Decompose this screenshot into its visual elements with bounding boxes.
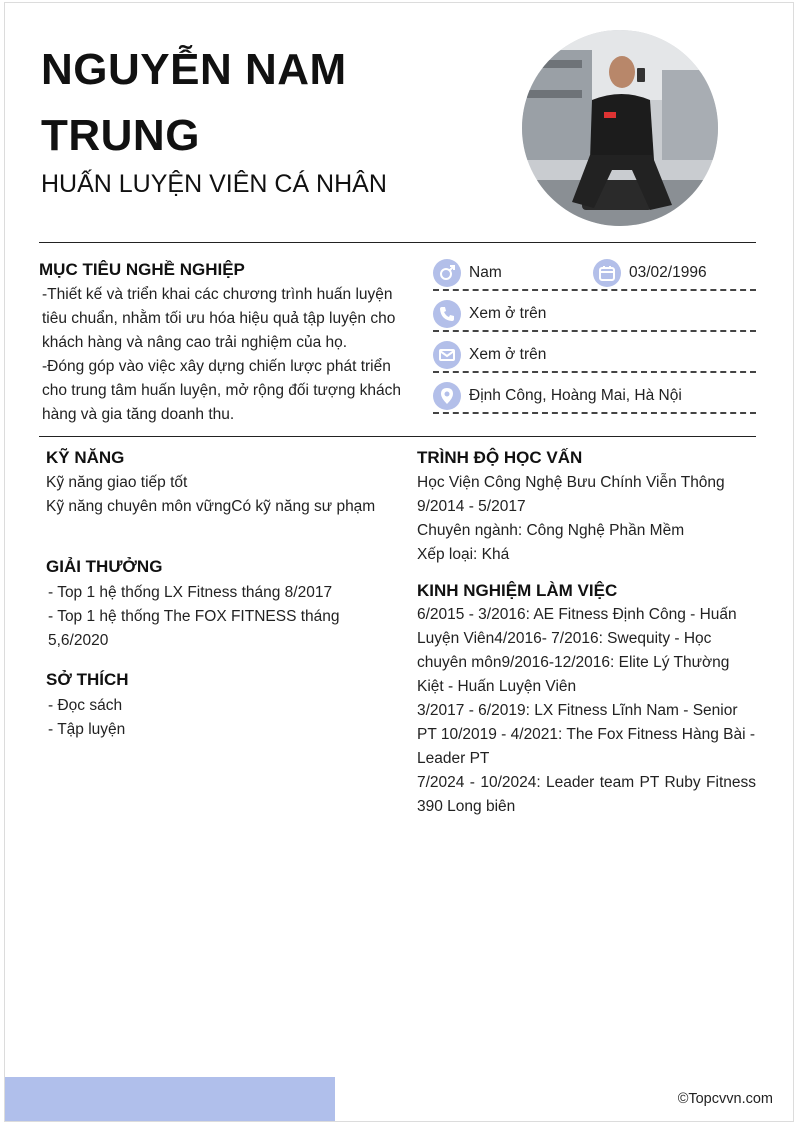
- hobbies-title: SỞ THÍCH: [46, 670, 129, 689]
- phone-item: [433, 296, 546, 332]
- mail-icon: [433, 341, 461, 369]
- candidate-name: NGUYỄN NAM TRUNG: [41, 45, 347, 160]
- skill-item: Kỹ năng giao tiếp tốt: [46, 474, 188, 491]
- education-details: [417, 471, 757, 567]
- awards-title: GIẢI THƯỞNG: [46, 557, 163, 576]
- birthday-value: 03/02/1996: [629, 264, 707, 281]
- education-period: 9/2014 - 5/2017: [417, 498, 526, 515]
- award-item: - Top 1 hệ thống LX Fitness tháng 8/2017: [48, 584, 333, 601]
- experience-list: [417, 603, 756, 819]
- avatar: [522, 30, 718, 226]
- skills-list: [46, 471, 377, 519]
- phone-value: Xem ở trên: [469, 305, 547, 322]
- location-pin-icon: [433, 382, 461, 410]
- education-major: Chuyên ngành: Công Nghệ Phần Mềm: [417, 522, 685, 539]
- career-goal-text: [42, 283, 412, 427]
- skills-title: KỸ NĂNG: [46, 448, 125, 467]
- career-goal-paragraph: -Đóng góp vào việc xây dựng chiến lược phát triển cho trung tâm huấn luyện, mở rộng đối tượng khách hàng và gia tăng doanh thu.: [42, 358, 401, 423]
- divider-top: [39, 242, 756, 243]
- contact-row-address: [433, 374, 756, 414]
- award-item: - Top 1 hệ thống The FOX FITNESS tháng 5,6/2020: [48, 608, 340, 649]
- contact-row-phone: [433, 292, 756, 332]
- skill-item: Kỹ năng chuyên môn vữngCó kỹ năng sư phạm: [46, 498, 376, 515]
- experience-item: 6/2015 - 3/2016: AE Fitness Định Công - Huấn Luyện Viên4/2016- 7/2016: Swequity - Học chuyên môn9/2016-12/2016: Elite Lý Thường Kiệt - Huấn Luyện Viên: [417, 606, 737, 695]
- divider-middle: [39, 436, 756, 437]
- hobby-item: - Đọc sách: [48, 697, 123, 714]
- cv-page: [4, 2, 794, 1122]
- gender-item: [433, 255, 502, 291]
- footer-brand: ©Topcvvn.com: [677, 1091, 773, 1107]
- education-rank: Xếp loại: Khá: [417, 546, 510, 563]
- footer-accent-bar: [5, 1077, 335, 1122]
- experience-title: KINH NGHIỆM LÀM VIỆC: [417, 581, 618, 600]
- address-item: [433, 378, 682, 414]
- experience-item: 3/2017 - 6/2019: LX Fitness Lĩnh Nam - Senior PT 10/2019 - 4/2021: The Fox Fitness Hàng Bài - Leader PT: [417, 702, 756, 767]
- contact-row-email: [433, 333, 756, 373]
- education-school: Học Viện Công Nghệ Bưu Chính Viễn Thông: [417, 474, 725, 491]
- phone-icon: [433, 300, 461, 328]
- hobbies-list: [48, 694, 358, 742]
- gender-value: Nam: [469, 264, 502, 281]
- address-value: Định Công, Hoàng Mai, Hà Nội: [469, 387, 682, 404]
- experience-item: 7/2024 - 10/2024: Leader team PT Ruby Fitness 390 Long biên: [417, 774, 756, 815]
- avatar-photo: [522, 30, 718, 226]
- gender-icon: [433, 259, 461, 287]
- calendar-icon: [593, 259, 621, 287]
- candidate-role: HUẤN LUYỆN VIÊN CÁ NHÂN: [41, 170, 387, 198]
- career-goal-title: MỤC TIÊU NGHỀ NGHIỆP: [39, 260, 245, 279]
- email-item: [433, 337, 546, 373]
- education-title: TRÌNH ĐỘ HỌC VẤN: [417, 448, 583, 467]
- email-value: Xem ở trên: [469, 346, 547, 363]
- career-goal-paragraph: -Thiết kế và triển khai các chương trình huấn luyện tiêu chuẩn, nhằm tối ưu hóa hiệu quả tập luyện cho khách hàng và nâng cao trải nghiệm của họ.: [42, 286, 396, 351]
- contact-row-gender-birthday: [433, 251, 756, 291]
- hobby-item: - Tập luyện: [48, 721, 126, 738]
- awards-list: [48, 581, 358, 653]
- birthday-item: [593, 255, 707, 291]
